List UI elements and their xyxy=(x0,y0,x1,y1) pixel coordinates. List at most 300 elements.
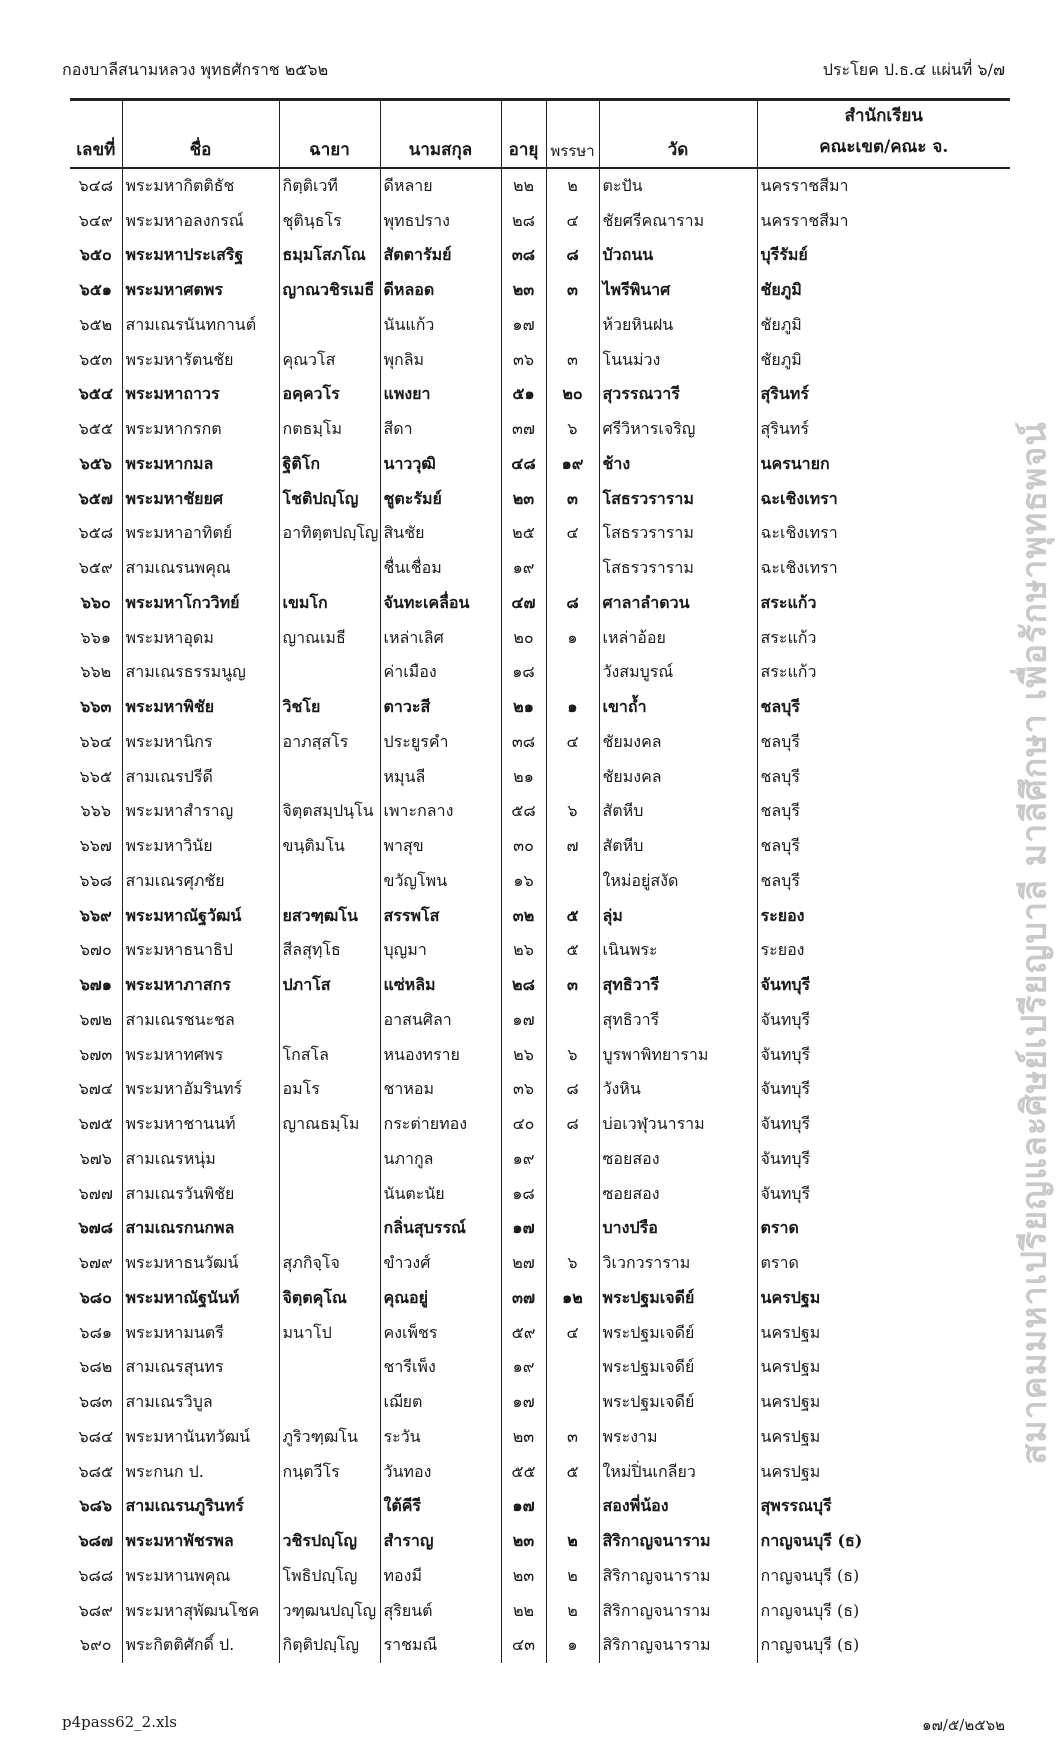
cell-alias: กิตฺติปญฺโญ xyxy=(279,1629,380,1664)
cell-surname: ค่าเมือง xyxy=(380,656,501,691)
cell-vassa xyxy=(546,1212,599,1247)
table-row xyxy=(70,239,1010,274)
cell-school: ระยอง xyxy=(757,899,1010,934)
cell-surname: สัตตารัมย์ xyxy=(380,239,501,274)
cell-vassa: ๘ xyxy=(546,1107,599,1142)
cell-vassa: ๖ xyxy=(546,412,599,447)
cell-school: ระยอง xyxy=(757,934,1010,969)
col-header-school-line2: คณะเขต/คณะ จ. xyxy=(819,137,949,157)
cell-surname: นาววุฒิ xyxy=(380,447,501,482)
cell-no: ๖๘๘ xyxy=(78,1565,114,1585)
table-row xyxy=(70,621,1010,656)
cell-alias: อาภสฺสโร xyxy=(279,725,380,760)
cell-vassa: ๘ xyxy=(546,586,599,621)
cell-temple: ตะปัน xyxy=(599,168,757,204)
cell-age: ๑๗ xyxy=(501,308,546,343)
cell-name: พระมหาประเสริฐ xyxy=(122,239,279,274)
cell-name: พระมหาชัยยศ xyxy=(122,482,279,517)
col-header-name: ชื่อ xyxy=(122,100,279,169)
cell-age: ๓๐ xyxy=(501,829,546,864)
cell-temple: บางปรือ xyxy=(599,1212,757,1247)
cell-name: พระมหาณัฐนันท์ xyxy=(122,1281,279,1316)
cell-name: พระมหาอัมรินทร์ xyxy=(122,1073,279,1108)
cell-school: ฉะเชิงเทรา xyxy=(757,482,1010,517)
table-row xyxy=(70,1559,1010,1594)
cell-surname: ชูตะรัมย์ xyxy=(380,482,501,517)
table-row xyxy=(70,1420,1010,1455)
cell-age: ๓๘ xyxy=(501,725,546,760)
cell-surname: ใต้คีรี xyxy=(380,1490,501,1525)
cell-alias xyxy=(279,308,380,343)
cell-no: ๖๖๒ xyxy=(80,662,112,682)
cell-school: กาญจนบุรี (ธ) xyxy=(757,1629,1010,1664)
cell-age: ๔๘ xyxy=(501,447,546,482)
cell-alias: ชุตินฺธโร xyxy=(279,204,380,239)
cell-temple: สิริกาญจนาราม xyxy=(599,1629,757,1664)
cell-no: ๖๘๐ xyxy=(79,1287,112,1307)
cell-age: ๓๘ xyxy=(501,239,546,274)
cell-alias xyxy=(279,1490,380,1525)
cell-alias: โชติปญฺโญ xyxy=(279,482,380,517)
cell-name: สามเณรกนกพล xyxy=(122,1212,279,1247)
cell-age: ๕๙ xyxy=(501,1316,546,1351)
cell-age: ๒๘ xyxy=(501,204,546,239)
cell-school: ตราด xyxy=(757,1246,1010,1281)
cell-temple: ชัยมงคล xyxy=(599,725,757,760)
cell-no: ๖๖๓ xyxy=(80,697,112,717)
cell-vassa: ๑๙ xyxy=(546,447,599,482)
cell-school: นครราชสีมา xyxy=(757,204,1010,239)
watermark-text: สมาคมมหาเปรียญและศิษย์เปรียญบาลี มาลีศึกษา เพื่อรักษาพุทธพจน์ xyxy=(1015,421,1055,1465)
cell-name: พระมหาธนวัฒน์ xyxy=(122,1246,279,1281)
results-table xyxy=(70,98,1010,1663)
cell-school: กาญจนบุรี (ธ) xyxy=(757,1594,1010,1629)
cell-temple: เนินพระ xyxy=(599,934,757,969)
cell-surname: ดีหลอด xyxy=(380,273,501,308)
cell-alias: อคฺควโร xyxy=(279,378,380,413)
page-header-right: ประโยค ป.ธ.๔ แผ่นที่ ๖/๗ xyxy=(822,60,1005,79)
cell-vassa: ๓ xyxy=(546,968,599,1003)
cell-vassa: ๘ xyxy=(546,239,599,274)
cell-no: ๖๘๑ xyxy=(79,1322,113,1342)
cell-no: ๖๖๔ xyxy=(79,731,112,751)
cell-age: ๒๑ xyxy=(501,760,546,795)
cell-no: ๖๖๗ xyxy=(79,836,112,856)
cell-age: ๒๖ xyxy=(501,1038,546,1073)
cell-surname: แพงยา xyxy=(380,378,501,413)
cell-age: ๓๒ xyxy=(501,899,546,934)
table-row xyxy=(70,343,1010,378)
cell-alias xyxy=(279,1003,380,1038)
cell-temple: ลุ่ม xyxy=(599,899,757,934)
cell-surname: พุกลิม xyxy=(380,343,501,378)
cell-school: จันทบุรี xyxy=(757,1142,1010,1177)
cell-no: ๖๗๔ xyxy=(78,1079,113,1099)
cell-no: ๖๕๓ xyxy=(79,349,113,369)
cell-age: ๑๙ xyxy=(501,551,546,586)
cell-name: พระมหาถาวร xyxy=(122,378,279,413)
cell-surname: พุทธปราง xyxy=(380,204,501,239)
cell-name: พระมหาโกววิทย์ xyxy=(122,586,279,621)
cell-age: ๑๖ xyxy=(501,864,546,899)
table-row xyxy=(70,1490,1010,1525)
cell-alias: ธมฺมโสภโณ xyxy=(279,239,380,274)
table-row xyxy=(70,1142,1010,1177)
table-row xyxy=(70,864,1010,899)
cell-temple: โสธรวราราม xyxy=(599,551,757,586)
cell-age: ๒๖ xyxy=(501,934,546,969)
cell-alias: ภูริวฑฺฒโน xyxy=(279,1420,380,1455)
cell-school: สระแก้ว xyxy=(757,656,1010,691)
cell-age: ๒๐ xyxy=(501,621,546,656)
cell-name: พระมหาอลงกรณ์ xyxy=(122,204,279,239)
cell-temple: สิริกาญจนาราม xyxy=(599,1524,757,1559)
cell-name: พระมหาชานนท์ xyxy=(122,1107,279,1142)
cell-vassa: ๓ xyxy=(546,343,599,378)
cell-no: ๖๘๒ xyxy=(79,1357,113,1377)
cell-vassa: ๗ xyxy=(546,829,599,864)
table-row xyxy=(70,1246,1010,1281)
cell-name: พระมหารัตนชัย xyxy=(122,343,279,378)
cell-name: สามเณรนภูรินทร์ xyxy=(122,1490,279,1525)
cell-school: กาญจนบุรี (ธ) xyxy=(757,1559,1010,1594)
cell-alias: วิชโย xyxy=(279,690,380,725)
results-table-container xyxy=(70,98,1010,1663)
cell-no: ๖๕๖ xyxy=(79,453,112,473)
page-footer-right: ๑๗/๕/๒๕๖๒ xyxy=(922,1716,1005,1734)
cell-vassa: ๔ xyxy=(546,1316,599,1351)
table-row xyxy=(70,1107,1010,1142)
table-row xyxy=(70,690,1010,725)
cell-surname: ดีหลาย xyxy=(380,168,501,204)
cell-vassa: ๓ xyxy=(546,273,599,308)
cell-age: ๑๙ xyxy=(501,1142,546,1177)
cell-age: ๒๓ xyxy=(501,1420,546,1455)
cell-vassa: ๑ xyxy=(546,621,599,656)
table-row xyxy=(70,968,1010,1003)
cell-no: ๖๖๐ xyxy=(80,592,111,612)
table-row xyxy=(70,725,1010,760)
cell-name: พระมหานพคุณ xyxy=(122,1559,279,1594)
cell-name: พระกิตติศักดิ์ ป. xyxy=(122,1629,279,1664)
cell-alias: ญาณวชิรเมธี xyxy=(279,273,380,308)
cell-vassa xyxy=(546,656,599,691)
table-row xyxy=(70,1385,1010,1420)
cell-vassa: ๖ xyxy=(546,1038,599,1073)
cell-temple: สุทธิวารี xyxy=(599,968,757,1003)
cell-school: สุรินทร์ xyxy=(757,378,1010,413)
cell-vassa xyxy=(546,308,599,343)
cell-name: พระมหาอุดม xyxy=(122,621,279,656)
cell-age: ๕๕ xyxy=(501,1455,546,1490)
cell-no: ๖๗๒ xyxy=(79,1009,113,1029)
cell-surname: พาสุข xyxy=(380,829,501,864)
cell-school: ชลบุรี xyxy=(757,725,1010,760)
cell-alias: โกสโล xyxy=(279,1038,380,1073)
col-header-school-line1: สำนักเรียน xyxy=(844,106,923,126)
cell-temple: สุทธิวารี xyxy=(599,1003,757,1038)
cell-temple: พระปฐมเจดีย์ xyxy=(599,1316,757,1351)
cell-name: พระมหากมล xyxy=(122,447,279,482)
col-header-vassa: พรรษา xyxy=(546,100,599,169)
cell-vassa: ๑๒ xyxy=(546,1281,599,1316)
cell-surname: ขำวงศ์ xyxy=(380,1246,501,1281)
cell-alias: วฑฺฒนปญฺโญ xyxy=(279,1594,380,1629)
cell-name: พระมหาวินัย xyxy=(122,829,279,864)
cell-name: พระมหากรกต xyxy=(122,412,279,447)
cell-name: สามเณรนันทกานต์ xyxy=(122,308,279,343)
cell-temple: วิเวกวราราม xyxy=(599,1246,757,1281)
cell-school: จันทบุรี xyxy=(757,1003,1010,1038)
cell-name: พระมหากิตติธัช xyxy=(122,168,279,204)
cell-age: ๑๗ xyxy=(501,1003,546,1038)
cell-name: สามเณรธรรมนูญ xyxy=(122,656,279,691)
cell-alias: มนาโป xyxy=(279,1316,380,1351)
cell-alias xyxy=(279,1177,380,1212)
cell-surname: จันทะเคลื่อน xyxy=(380,586,501,621)
table-row xyxy=(70,1594,1010,1629)
cell-school: สุพรรณบุรี xyxy=(757,1490,1010,1525)
table-row xyxy=(70,829,1010,864)
cell-age: ๒๑ xyxy=(501,690,546,725)
table-row xyxy=(70,795,1010,830)
cell-no: ๖๕๐ xyxy=(79,245,112,265)
watermark xyxy=(1012,228,1056,1658)
cell-alias: สีลสุทฺโธ xyxy=(279,934,380,969)
cell-no: ๖๘๙ xyxy=(78,1600,113,1620)
cell-school: จันทบุรี xyxy=(757,968,1010,1003)
cell-vassa: ๓ xyxy=(546,1420,599,1455)
table-row xyxy=(70,551,1010,586)
col-header-surname: นามสกุล xyxy=(380,100,501,169)
cell-age: ๓๗ xyxy=(501,1281,546,1316)
cell-surname: เหล่าเลิศ xyxy=(380,621,501,656)
cell-temple: บ่อเวฬุวนาราม xyxy=(599,1107,757,1142)
cell-alias: ฐิติโก xyxy=(279,447,380,482)
cell-name: พระมหาพัชรพล xyxy=(122,1524,279,1559)
cell-alias: สุภกิจฺโจ xyxy=(279,1246,380,1281)
cell-surname: สุริยนต์ xyxy=(380,1594,501,1629)
table-body xyxy=(70,168,1010,1663)
cell-age: ๔๐ xyxy=(501,1107,546,1142)
cell-surname: สำราญ xyxy=(380,1524,501,1559)
table-row xyxy=(70,656,1010,691)
cell-age: ๑๗ xyxy=(501,1212,546,1247)
cell-temple: ชัยศรีคณาราม xyxy=(599,204,757,239)
table-row xyxy=(70,1038,1010,1073)
cell-surname: ประยูรคำ xyxy=(380,725,501,760)
table-row xyxy=(70,586,1010,621)
cell-temple: ใหม่อยู่สงัด xyxy=(599,864,757,899)
cell-age: ๓๖ xyxy=(501,343,546,378)
cell-temple: ใหม่ปิ่นเกลียว xyxy=(599,1455,757,1490)
cell-surname: ทองมี xyxy=(380,1559,501,1594)
cell-no: ๖๗๙ xyxy=(78,1253,113,1273)
cell-name: พระมหาธนาธิป xyxy=(122,934,279,969)
cell-no: ๖๕๔ xyxy=(78,384,113,404)
cell-alias: อมโร xyxy=(279,1073,380,1108)
cell-surname: หนองทราย xyxy=(380,1038,501,1073)
cell-vassa: ๖ xyxy=(546,1246,599,1281)
cell-name: สามเณรนพคุณ xyxy=(122,551,279,586)
cell-temple: วังหิน xyxy=(599,1073,757,1108)
table-row xyxy=(70,1212,1010,1247)
cell-name: พระมหานิกร xyxy=(122,725,279,760)
table-row xyxy=(70,517,1010,552)
cell-vassa: ๘ xyxy=(546,1073,599,1108)
cell-vassa: ๑ xyxy=(546,1629,599,1664)
table-row xyxy=(70,1281,1010,1316)
cell-vassa xyxy=(546,864,599,899)
cell-name: พระมหาศตพร xyxy=(122,273,279,308)
cell-name: พระกนก ป. xyxy=(122,1455,279,1490)
cell-surname: นันแก้ว xyxy=(380,308,501,343)
cell-school: ชัยภูมิ xyxy=(757,308,1010,343)
cell-name: สามเณรชนะชล xyxy=(122,1003,279,1038)
cell-no: ๖๕๙ xyxy=(78,558,113,578)
cell-surname: วันทอง xyxy=(380,1455,501,1490)
cell-surname: หมุนลี xyxy=(380,760,501,795)
table-row xyxy=(70,1177,1010,1212)
table-row xyxy=(70,1073,1010,1108)
page-footer-left: p4pass62_2.xls xyxy=(62,1713,177,1731)
cell-name: พระมหาอาทิตย์ xyxy=(122,517,279,552)
cell-vassa xyxy=(546,1385,599,1420)
cell-vassa: ๒ xyxy=(546,1524,599,1559)
cell-age: ๒๓ xyxy=(501,273,546,308)
cell-age: ๒๒ xyxy=(501,168,546,204)
cell-age: ๒๗ xyxy=(501,1246,546,1281)
table-row xyxy=(70,378,1010,413)
cell-age: ๔๗ xyxy=(501,586,546,621)
table-row xyxy=(70,1351,1010,1386)
col-header-school xyxy=(757,100,1010,169)
cell-temple: บัวถนน xyxy=(599,239,757,274)
cell-school: สระแก้ว xyxy=(757,621,1010,656)
cell-school: ชลบุรี xyxy=(757,829,1010,864)
cell-surname: ตาวะสี xyxy=(380,690,501,725)
cell-age: ๒๓ xyxy=(501,482,546,517)
cell-vassa: ๓ xyxy=(546,482,599,517)
col-header-no: เลขที่ xyxy=(76,140,116,160)
cell-school: นครปฐม xyxy=(757,1455,1010,1490)
cell-name: พระมหามนตรี xyxy=(122,1316,279,1351)
cell-alias xyxy=(279,1212,380,1247)
table-row xyxy=(70,1316,1010,1351)
cell-alias: กตธมฺโม xyxy=(279,412,380,447)
cell-no: ๖๔๙ xyxy=(78,210,113,230)
table-row xyxy=(70,1629,1010,1664)
cell-school: นครราชสีมา xyxy=(757,168,1010,204)
cell-school: บุรีรัมย์ xyxy=(757,239,1010,274)
cell-school: ชลบุรี xyxy=(757,864,1010,899)
cell-temple: สัตหีบ xyxy=(599,829,757,864)
cell-alias xyxy=(279,1142,380,1177)
cell-alias: ญาณธมฺโม xyxy=(279,1107,380,1142)
cell-alias xyxy=(279,656,380,691)
table-row xyxy=(70,760,1010,795)
cell-age: ๕๘ xyxy=(501,795,546,830)
cell-school: กาญจนบุรี (ธ) xyxy=(757,1524,1010,1559)
cell-school: ชลบุรี xyxy=(757,690,1010,725)
cell-temple: สิริกาญจนาราม xyxy=(599,1559,757,1594)
cell-vassa xyxy=(546,551,599,586)
cell-alias: ญาณเมธี xyxy=(279,621,380,656)
cell-no: ๖๗๘ xyxy=(78,1218,114,1238)
cell-temple: โนนม่วง xyxy=(599,343,757,378)
cell-temple: เขาถ้ำ xyxy=(599,690,757,725)
page-header-left: กองบาลีสนามหลวง พุทธศักราช ๒๕๖๒ xyxy=(62,60,329,79)
cell-surname: แซ่หลิม xyxy=(380,968,501,1003)
col-header-age: อายุ xyxy=(501,100,546,169)
table-row xyxy=(70,482,1010,517)
cell-no: ๖๗๓ xyxy=(79,1044,113,1064)
table-row xyxy=(70,447,1010,482)
cell-name: สามเณรวันพิชัย xyxy=(122,1177,279,1212)
cell-surname: เฌียต xyxy=(380,1385,501,1420)
cell-alias: วชิรปญฺโญ xyxy=(279,1524,380,1559)
cell-temple: ห้วยหินฝน xyxy=(599,308,757,343)
cell-alias: คุณวโส xyxy=(279,343,380,378)
table-header xyxy=(70,100,1010,169)
cell-surname: กระต่ายทอง xyxy=(380,1107,501,1142)
cell-school: นครปฐม xyxy=(757,1316,1010,1351)
cell-no: ๖๕๕ xyxy=(78,419,113,439)
cell-age: ๒๕ xyxy=(501,517,546,552)
cell-age: ๑๘ xyxy=(501,656,546,691)
cell-vassa: ๒ xyxy=(546,1594,599,1629)
cell-name: สามเณรปรีดี xyxy=(122,760,279,795)
cell-vassa: ๔ xyxy=(546,204,599,239)
cell-age: ๕๑ xyxy=(501,378,546,413)
cell-no: ๖๙๐ xyxy=(79,1635,112,1655)
cell-alias: จิตฺตสมฺปนฺโน xyxy=(279,795,380,830)
cell-vassa xyxy=(546,1003,599,1038)
table-row xyxy=(70,1003,1010,1038)
cell-name: พระมหาสำราญ xyxy=(122,795,279,830)
cell-alias xyxy=(279,551,380,586)
cell-temple: สุวรรณวารี xyxy=(599,378,757,413)
cell-school: ชลบุรี xyxy=(757,795,1010,830)
cell-temple: พระปฐมเจดีย์ xyxy=(599,1385,757,1420)
table-row xyxy=(70,412,1010,447)
cell-vassa xyxy=(546,1177,599,1212)
cell-alias: เขมโก xyxy=(279,586,380,621)
cell-school: ฉะเชิงเทรา xyxy=(757,551,1010,586)
cell-school: นครปฐม xyxy=(757,1351,1010,1386)
cell-temple: ซอยสอง xyxy=(599,1142,757,1177)
cell-surname: ราชมณี xyxy=(380,1629,501,1664)
cell-surname: คุณอยู่ xyxy=(380,1281,501,1316)
table-row xyxy=(70,204,1010,239)
col-header-temple: วัด xyxy=(599,100,757,169)
cell-no: ๖๗๑ xyxy=(79,975,112,995)
cell-name: พระมหาภาสกร xyxy=(122,968,279,1003)
cell-surname: สีดา xyxy=(380,412,501,447)
cell-no: ๖๘๔ xyxy=(78,1426,114,1446)
cell-no: ๖๔๘ xyxy=(78,175,114,195)
col-header-alias: ฉายา xyxy=(279,100,380,169)
cell-school: ชลบุรี xyxy=(757,760,1010,795)
cell-age: ๓๖ xyxy=(501,1073,546,1108)
cell-name: พระมหาสุพัฒนโชค xyxy=(122,1594,279,1629)
table-row xyxy=(70,1455,1010,1490)
cell-no: ๖๖๖ xyxy=(80,801,111,821)
cell-temple: พระปฐมเจดีย์ xyxy=(599,1351,757,1386)
cell-vassa: ๑ xyxy=(546,690,599,725)
cell-school: จันทบุรี xyxy=(757,1107,1010,1142)
cell-temple: เหล่าอ้อย xyxy=(599,621,757,656)
